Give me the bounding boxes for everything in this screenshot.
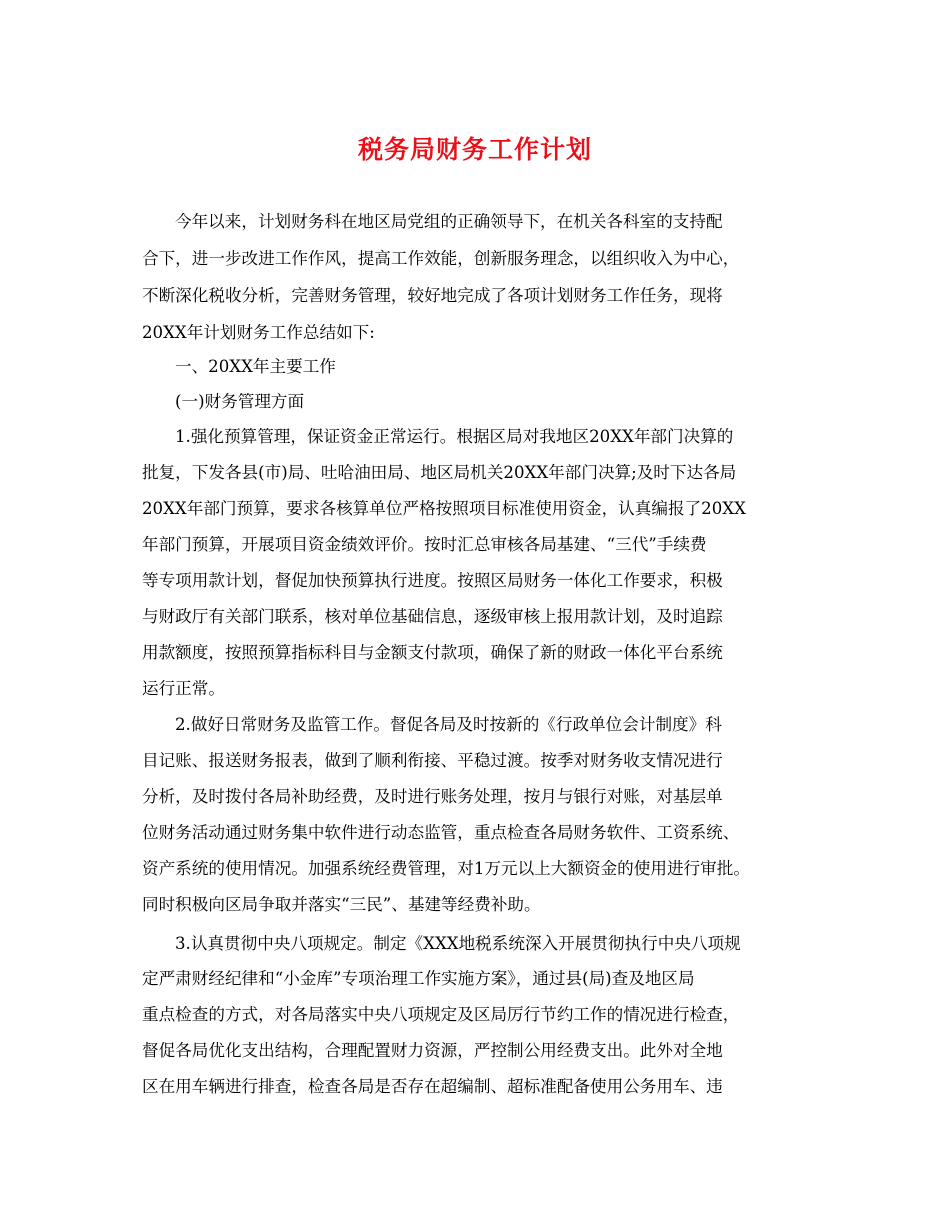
paragraph-line: 督促各局优化支出结构，合理配置财力资源，严控制公用经费支出。此外对全地 (142, 1041, 723, 1060)
paragraph-line: 20XX年计划财务工作总结如下: (142, 323, 375, 342)
paragraph-line: 同时积极向区局争取并落实“三民”、基建等经费补助。 (142, 895, 541, 914)
paragraph-line: 分析，及时拨付各局补助经费，及时进行账务处理，按月与银行对账，对基层单 (142, 787, 723, 806)
paragraph-line: 与财政厅有关部门联系，核对单位基础信息，逐级审核上报用款计划，及时追踪 (142, 607, 723, 626)
paragraph-line: 1.强化预算管理，保证资金正常运行。根据区局对我地区20XX年部门决算的 (175, 427, 734, 446)
paragraph-line: 批复，下发各县(市)局、吐哈油田局、地区局机关20XX年部门决算;及时下达各局 (142, 463, 737, 482)
document-title: 税务局财务工作计划 (357, 135, 592, 164)
paragraph-line: 不断深化税收分析，完善财务管理，较好地完成了各项计划财务工作任务，现将 (142, 286, 723, 305)
paragraph-line: 定严肃财经纪律和“小金库”专项治理工作实施方案》，通过县(局)查及地区局 (142, 969, 695, 988)
paragraph-line: 合下，进一步改进工作作风，提高工作效能，创新服务理念，以组织收入为中心， (142, 249, 740, 268)
paragraph-line: 等专项用款计划，督促加快预算执行进度。按照区局财务一体化工作要求，积极 (142, 571, 723, 590)
paragraph-line: 3.认真贯彻中央八项规定。制定《XXX地税系统深入开展贯彻执行中央八项规 (175, 934, 741, 953)
paragraph-line: 区在用车辆进行排查，检查各局是否存在超编制、超标准配备使用公务用车、违 (142, 1077, 723, 1096)
paragraph-line: 年部门预算，开展项目资金绩效评价。按时汇总审核各局基建、“三代”手续费 (142, 535, 707, 554)
paragraph-line: 20XX年部门预算，要求各核算单位严格按照项目标准使用资金，认真编报了20XX (142, 499, 746, 518)
section-heading: 一、20XX年主要工作 (175, 357, 336, 376)
paragraph-line: 位财务活动通过财务集中软件进行动态监管，重点检查各局财务软件、工资系统、 (142, 823, 740, 842)
paragraph-line: 目记账、报送财务报表，做到了顺利衔接、平稳过渡。按季对财务收支情况进行 (142, 751, 723, 770)
paragraph-line: 资产系统的使用情况。加强系统经费管理，对1万元以上大额资金的使用进行审批。 (142, 859, 750, 878)
paragraph-line: 2.做好日常财务及监管工作。督促各局及时按新的《行政单位会计制度》科 (175, 715, 722, 734)
paragraph-line: 用款额度，按照预算指标科目与金额支付款项，确保了新的财政一体化平台系统 (142, 643, 723, 662)
paragraph-line: 运行正常。 (142, 679, 225, 698)
subsection-heading: (一)财务管理方面 (175, 392, 305, 411)
paragraph-line: 今年以来，计划财务科在地区局党组的正确领导下，在机关各科室的支持配 (175, 212, 723, 231)
paragraph-line: 重点检查的方式，对各局落实中央八项规定及区局厉行节约工作的情况进行检查， (142, 1005, 740, 1024)
